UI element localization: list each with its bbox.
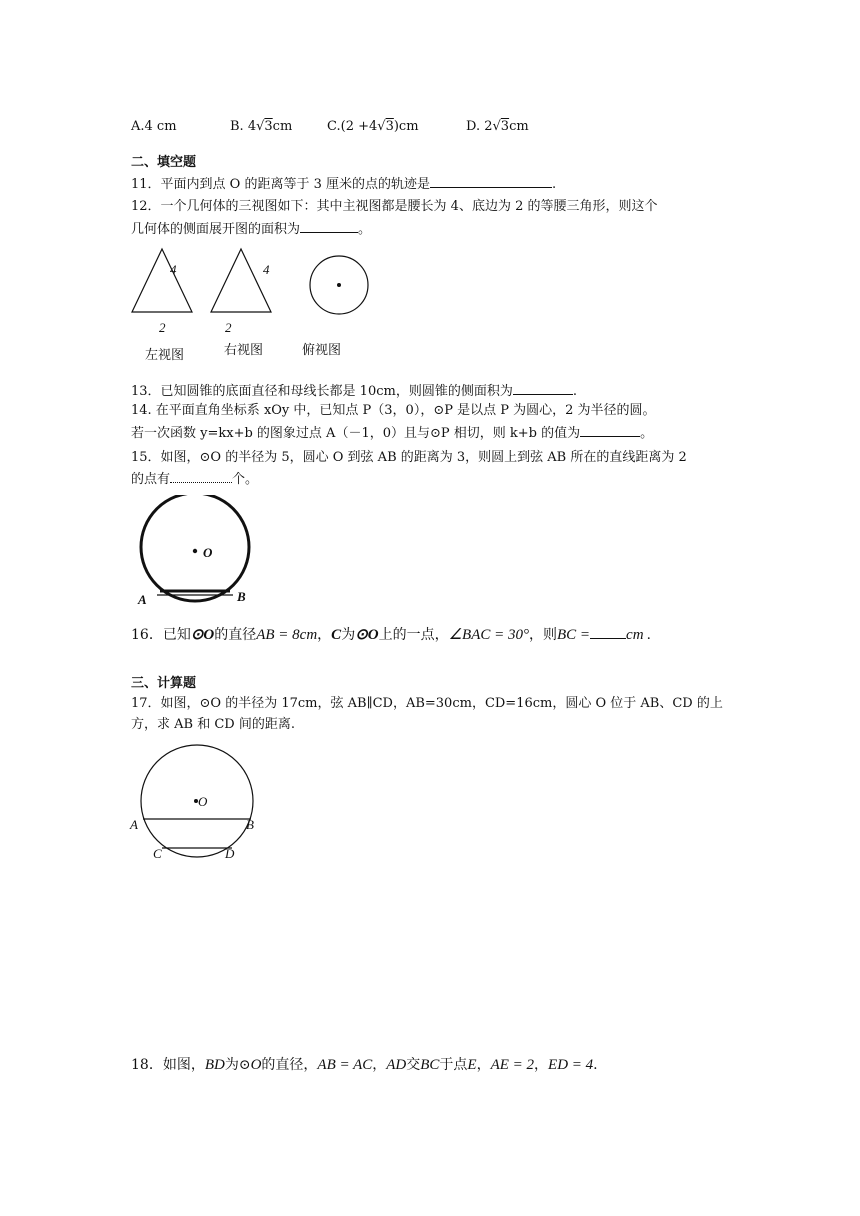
q12-line2 — [131, 219, 371, 239]
q13-text: 13．已知圆锥的底面直径和母线长都是 10cm，则圆锥的侧面积为 — [131, 384, 513, 399]
q11-text: 11．平面内到点 O 的距离等于 3 厘米的点的轨迹是 — [131, 177, 431, 192]
q10-option-d-prefix: D. 2 — [466, 119, 493, 134]
q16-bc: BC = — [557, 627, 591, 643]
q18-p3: 的直径， — [261, 1057, 318, 1073]
q18-p4: ， — [372, 1057, 387, 1073]
q16-ab: AB = 8cm — [256, 627, 318, 643]
q15-end: 个。 — [232, 472, 259, 487]
q14-line2 — [131, 423, 653, 443]
q16-c: C — [331, 627, 342, 643]
q17-label-o: O — [198, 794, 208, 809]
q15-line1: 15．如图，⊙O 的半径为 5，圆心 O 到弦 AB 的距离为 3，则圆上到弦 AB 所在的直线距离为 2 — [131, 450, 687, 465]
q10-option-c-prefix: C.(2 +4 — [327, 119, 378, 134]
q17-label-c: C — [153, 846, 162, 861]
q18-eq1: AB = AC — [317, 1057, 373, 1073]
q10-option-d-unit: cm — [509, 119, 529, 134]
right-view-triangle — [211, 249, 271, 312]
q16-circle-o: ⊙O — [190, 627, 215, 643]
q15-center-dot — [193, 549, 197, 553]
right-view-caption: 右视图 — [224, 343, 264, 358]
q10-option-c-suffix: )cm — [393, 119, 419, 134]
q15-label-a: A — [138, 592, 147, 607]
q10-option-b — [230, 118, 292, 136]
q12-end: 。 — [358, 222, 372, 237]
q14-end: 。 — [640, 426, 654, 441]
q18-p8: ， — [534, 1057, 549, 1073]
right-view-side-label: 4 — [263, 262, 270, 277]
q16-circle-o-2: ⊙O — [355, 627, 379, 643]
q10-option-a: A.4 cm — [131, 119, 177, 134]
q11-end: . — [552, 177, 557, 192]
q15-label-b: B — [237, 589, 246, 604]
q13-answer-blank[interactable] — [513, 381, 573, 395]
q18-p5: 交 — [406, 1057, 421, 1073]
q18-ad: AD — [386, 1057, 407, 1073]
q17-label-a: A — [130, 817, 138, 832]
q16-p2: 的直径 — [214, 627, 257, 643]
q18-p2: 为⊙ — [224, 1057, 251, 1073]
q18-o: O — [250, 1057, 262, 1073]
q10-option-d — [466, 118, 529, 136]
top-view-center-dot — [337, 283, 341, 287]
sqrt-symbol: √ — [377, 119, 386, 134]
q14-answer-blank[interactable] — [580, 423, 640, 437]
left-view-side-label: 4 — [170, 262, 177, 277]
q17-label-d: D — [225, 846, 235, 861]
q10-option-b-root: 3 — [264, 119, 273, 134]
q12-line1: 12．一个几何体的三视图如下：其中主视图都是腰长为 4、底边为 2 的等腰三角形，则这个 — [131, 199, 658, 214]
top-view-caption: 俯视图 — [302, 343, 342, 358]
q12-answer-blank[interactable] — [300, 219, 358, 233]
q17-label-b: B — [246, 817, 254, 832]
q12-three-views-figure — [128, 244, 378, 316]
q15-circle — [141, 495, 249, 601]
q18 — [131, 1056, 598, 1074]
q18-eq3: ED = 4 — [548, 1057, 594, 1073]
q16-p5: 上的一点， — [378, 627, 449, 643]
q16-p1: 16．已知 — [131, 627, 191, 643]
q18-bc: BC — [420, 1057, 440, 1073]
section-2-title: 二、填空题 — [131, 155, 197, 170]
q11-answer-blank[interactable] — [430, 174, 552, 188]
q10-option-c-root: 3 — [385, 119, 394, 134]
q12-line2-text: 几何体的侧面展开图的面积为 — [131, 222, 301, 237]
q10-option-b-prefix: B. 4 — [230, 119, 257, 134]
q18-p6: 于点 — [439, 1057, 468, 1073]
left-view-base-label: 2 — [159, 320, 166, 335]
sqrt-symbol: √ — [256, 119, 265, 134]
q10-option-b-unit: cm — [272, 119, 293, 134]
q11 — [131, 174, 556, 194]
q13 — [131, 381, 577, 401]
left-view-triangle — [132, 249, 192, 312]
left-view-caption: 左视图 — [145, 348, 185, 363]
q18-bd: BD — [204, 1057, 225, 1073]
section-3-title: 三、计算题 — [131, 676, 197, 691]
q16-p6: ，则 — [529, 627, 557, 643]
q16 — [131, 625, 651, 644]
q15-label-o: O — [203, 545, 213, 560]
right-view-base-label: 2 — [225, 320, 232, 335]
q14-line2-text: 若一次函数 y=kx+b 的图象过点 A（－1，0）且与⊙P 相切，则 k+b 的值为 — [131, 426, 581, 441]
q16-p3: ， — [317, 627, 332, 643]
q10-option-c — [327, 118, 419, 136]
q18-e: E — [467, 1057, 477, 1073]
q18-p7: ， — [476, 1057, 491, 1073]
q17-line1: 17．如图，⊙O 的半径为 17cm，弦 AB∥CD，AB=30cm，CD=16cm，圆心 O 位于 AB、CD 的上 — [131, 696, 723, 711]
q14-line1: 14. 在平面直角坐标系 xOy 中，已知点 P（3，0），⊙P 是以点 P 为圆心，2 为半径的圆。 — [131, 403, 656, 418]
sqrt-symbol: √ — [492, 119, 501, 134]
q10-option-d-root: 3 — [500, 119, 510, 134]
q17-line2: 方，求 AB 和 CD 间的距离. — [131, 717, 295, 732]
q15-answer-blank[interactable] — [170, 469, 232, 483]
q16-unit: cm . — [626, 627, 652, 643]
q16-answer-blank[interactable] — [590, 625, 626, 639]
q18-p1: 18．如图， — [131, 1057, 205, 1073]
q16-angle: ∠BAC = 30° — [448, 627, 529, 643]
q18-eq2: AE = 2 — [490, 1057, 535, 1073]
q13-end: . — [572, 384, 577, 399]
q15-line2 — [131, 469, 258, 489]
q18-p9: . — [593, 1057, 598, 1073]
q16-p4: 为 — [341, 627, 356, 643]
q15-line2-text: 的点有 — [131, 472, 171, 487]
